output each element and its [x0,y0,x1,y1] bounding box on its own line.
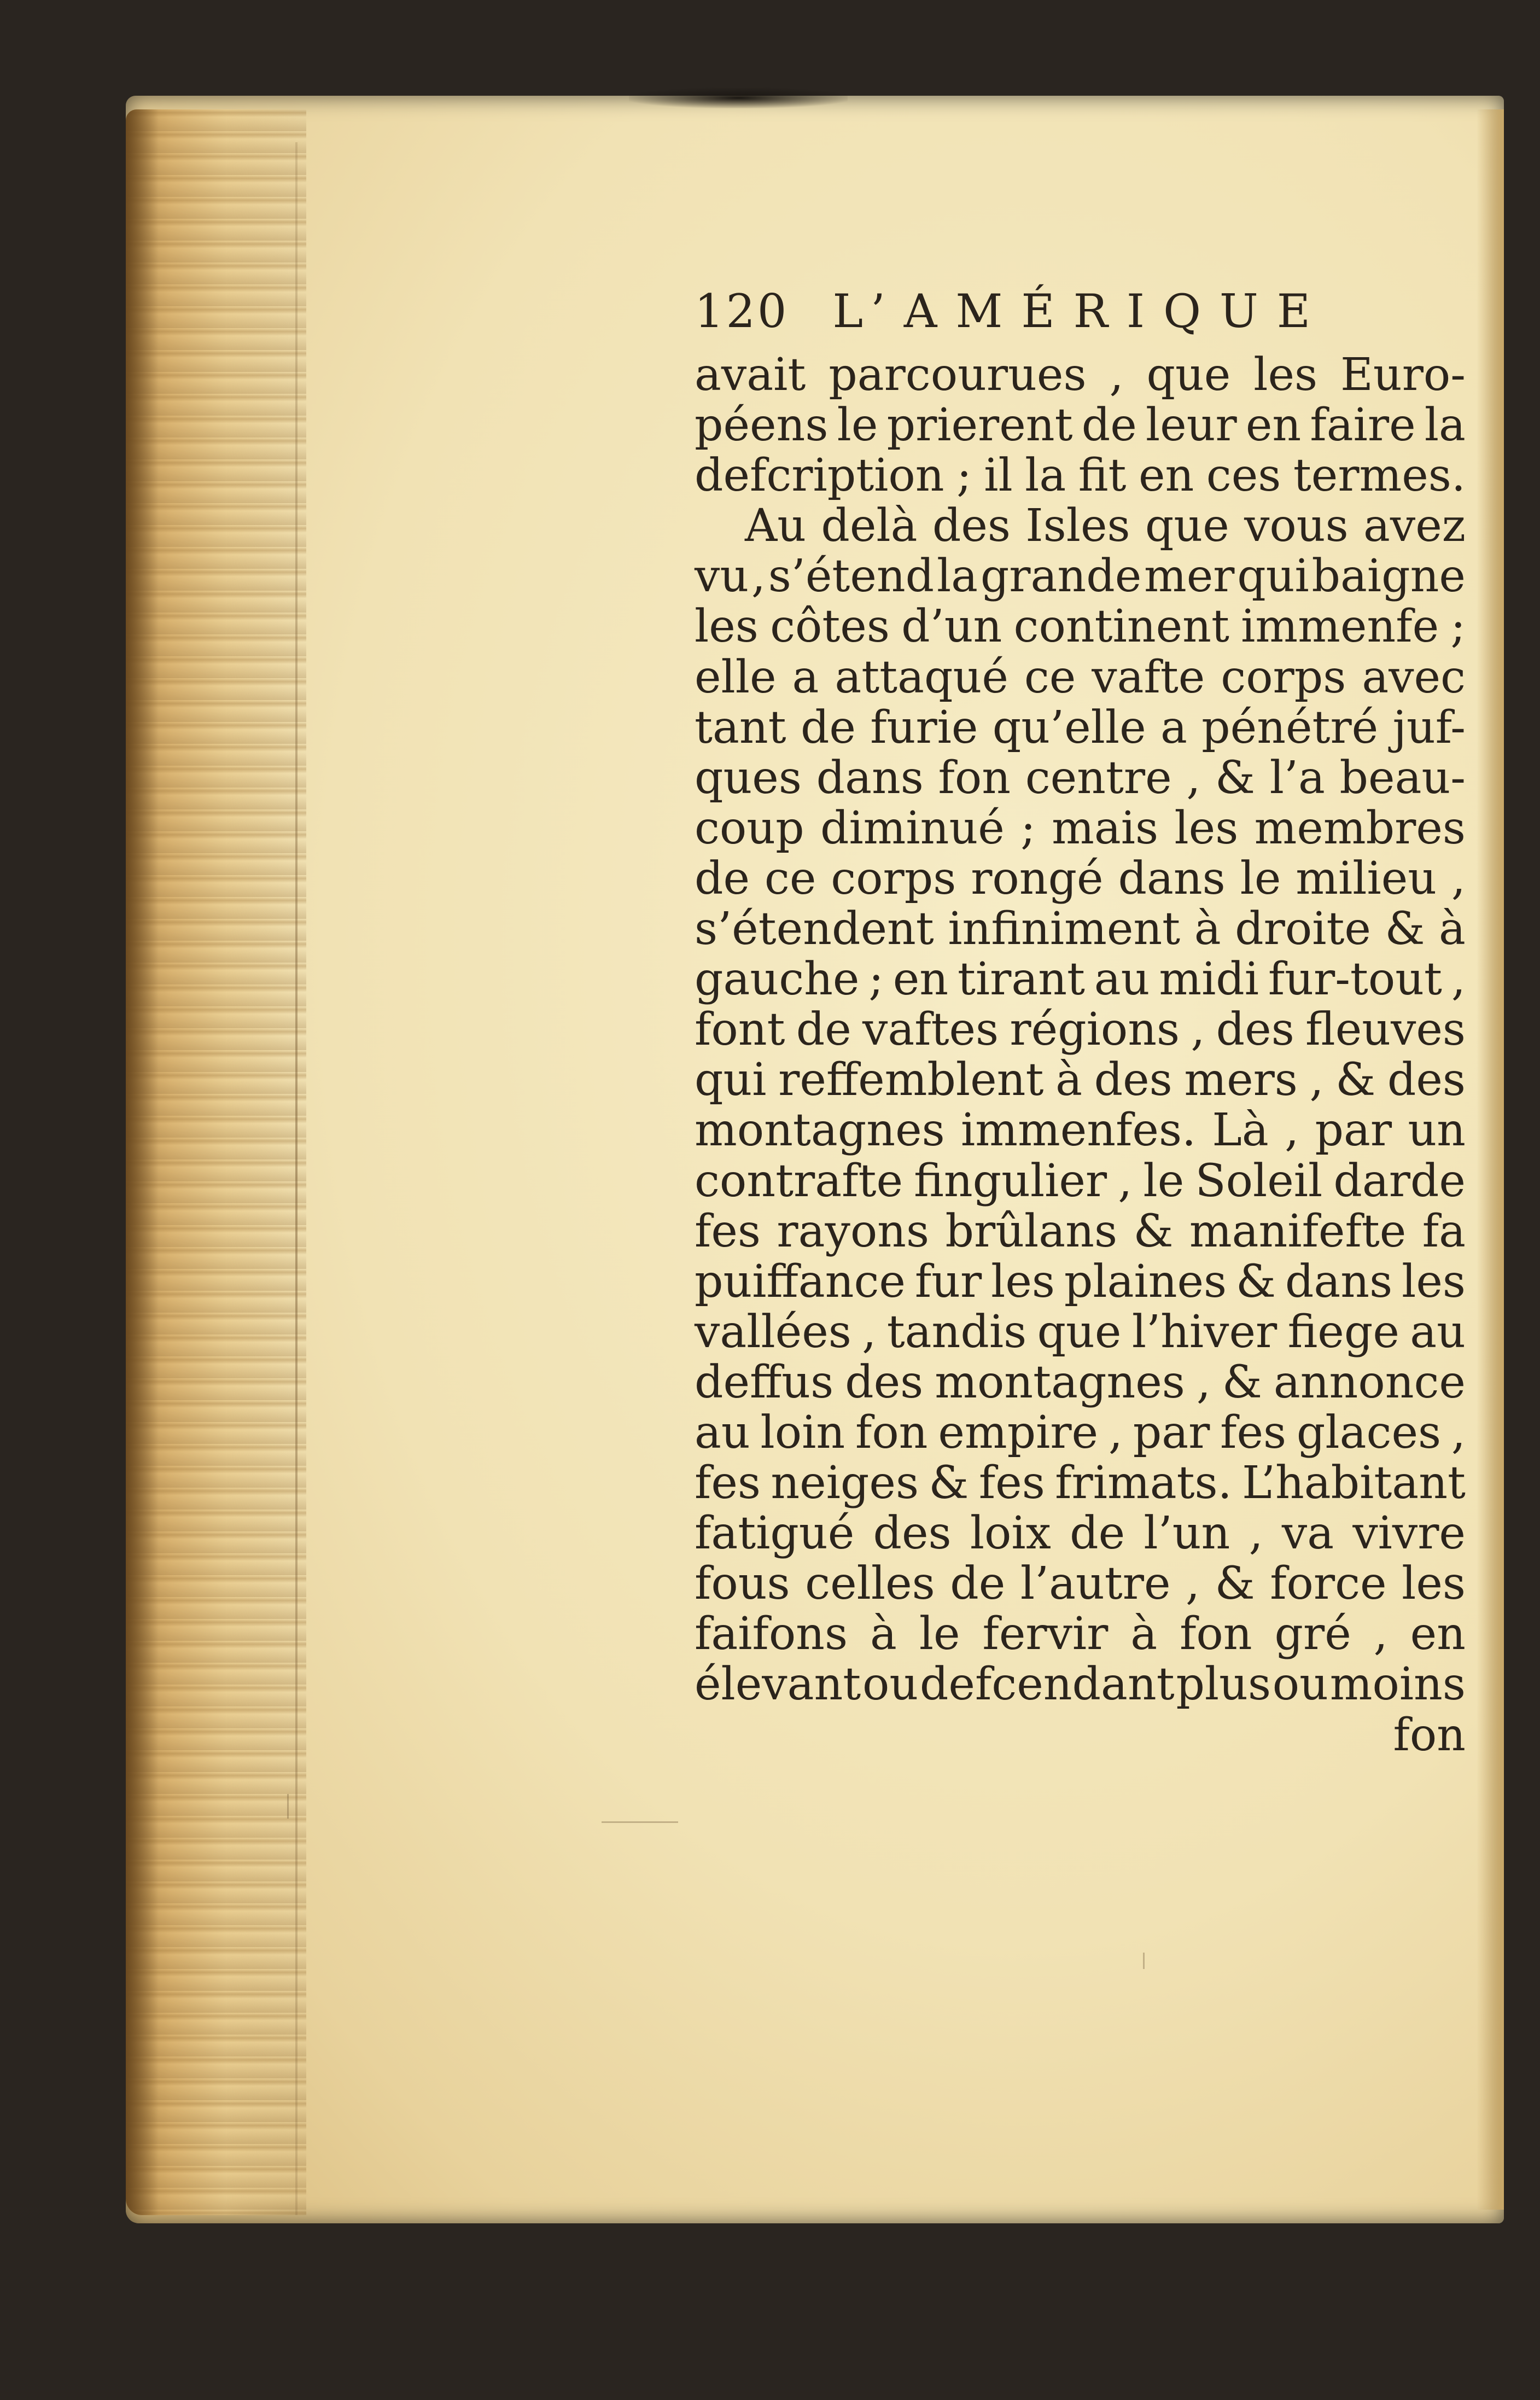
stray-mark [287,1794,289,1819]
text-line: fes rayons brûlans & manifefte fa [695,1205,1466,1257]
text-line: tant de furie qu’elle a pénétré juf- [695,701,1466,754]
catchword: fon [1393,1709,1466,1761]
running-head [695,284,1466,350]
text-line: fatigué des loix de l’un , va vivre [695,1507,1466,1560]
text-line: montagnes immenfes. Là , par un [695,1104,1466,1157]
text-line: ques dans fon centre , & l’a beau- [695,752,1466,804]
text-line: elle a attaqué ce vafte corps avec [695,651,1466,703]
page-number: 120 [695,284,789,338]
text-line: Au delà des Isles que vous avez [745,500,1466,552]
text-line: vu , s’étend la grande mer qui baigne [695,550,1466,603]
text-line: avait parcourues , que les Euro- [695,349,1466,401]
text-line: puiffance fur les plaines & dans les [695,1255,1466,1308]
book-spine-shadow [126,109,159,2215]
text-line: fous celles de l’autre , & force les [695,1558,1466,1610]
text-line: péens le prierent de leur en faire la [695,399,1466,452]
text-line: faifons à le fervir à fon gré , en [695,1608,1466,1661]
text-line: qui reffemblent à des mers , & des [695,1054,1466,1106]
gutter-line [295,142,298,2215]
text-line: au loin fon empire , par fes glaces , [695,1406,1466,1459]
text-line: font de vaftes régions , des fleuves [695,1004,1466,1056]
text-line: les côtes d’un continent immenfe ; [695,601,1466,653]
text-line: élevant ou defcendant plus ou moins [695,1658,1466,1711]
text-line: s’étendent infiniment à droite & à [695,903,1466,956]
text-line: contrafte fingulier , le Soleil darde [695,1155,1466,1207]
text-column [695,284,1466,1761]
text-line: fes neiges & fes frimats. L’habitant [695,1457,1466,1510]
right-page-edge [1477,109,1504,2210]
text-line: vallées , tandis que l’hiver fiege au [695,1306,1466,1358]
running-title: L’AMÉRIQUE [832,284,1329,338]
top-shadow [629,88,848,108]
stray-mark [1143,1953,1145,1969]
stray-mark [602,1821,678,1823]
catchword-row [695,1710,1466,1761]
text-line: de ce corps rongé dans le milieu , [695,852,1466,905]
text-line: coup diminué ; mais les membres [695,802,1466,854]
body-text [695,350,1466,1710]
text-line: gauche ; en tirant au midi fur-tout , [695,953,1466,1006]
text-line: deffus des montagnes , & annonce [695,1356,1466,1408]
text-line: defcription ; il la fit en ces termes. [695,450,1466,502]
